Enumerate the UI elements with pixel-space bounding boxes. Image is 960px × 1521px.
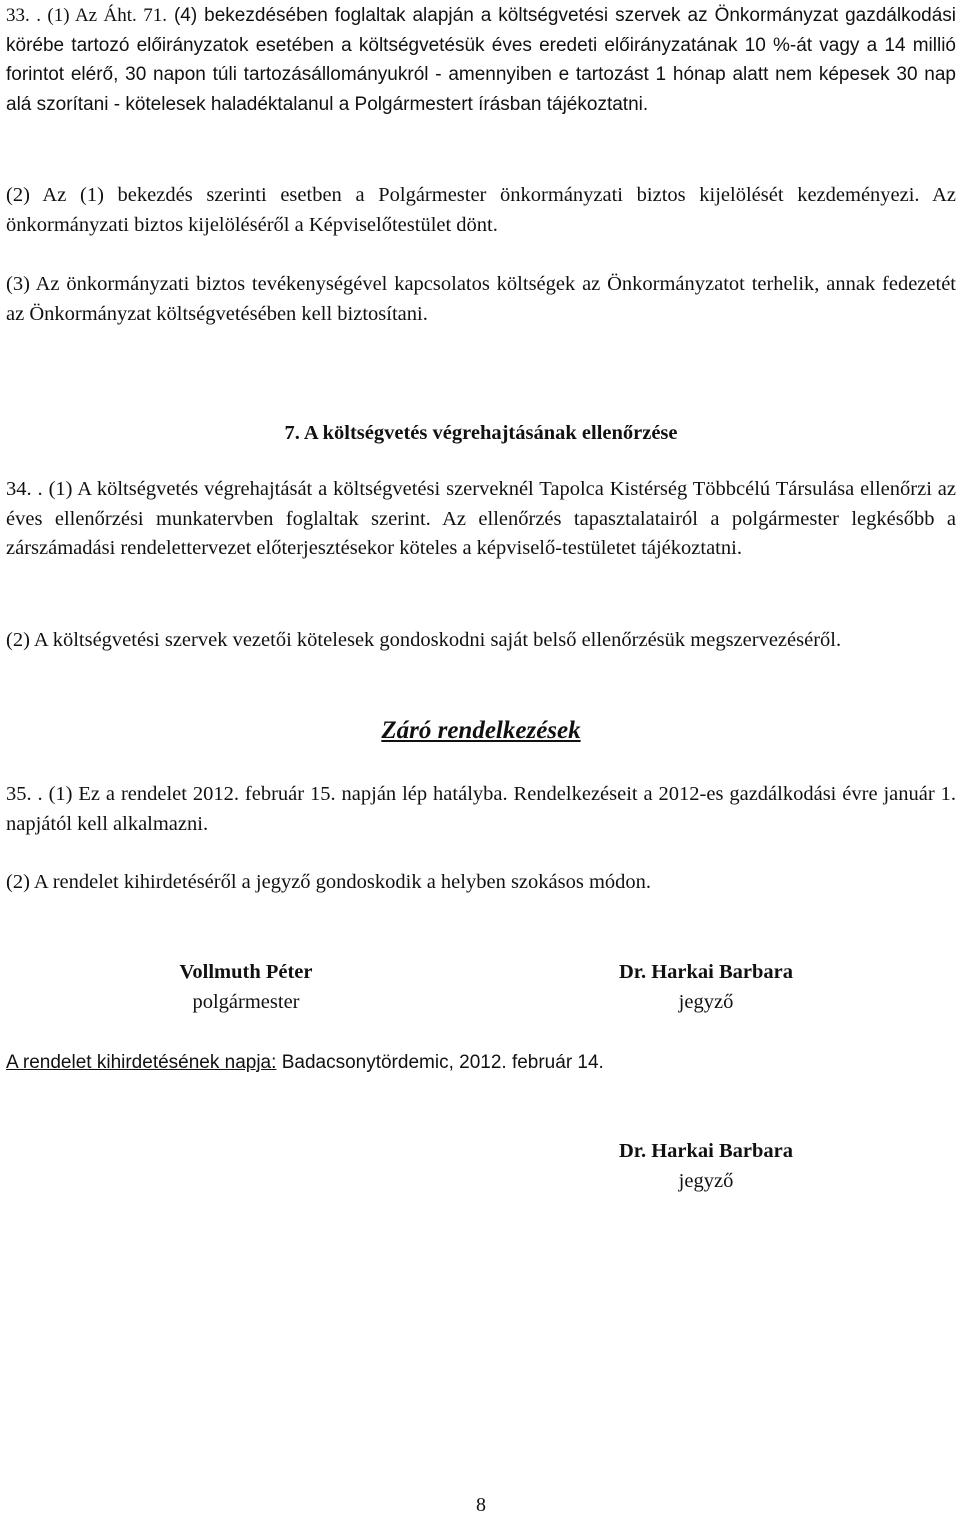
notary-signature-block [586, 957, 826, 1017]
final-signature-role: jegyző [678, 1170, 734, 1192]
announcement-value: Badacsonytördemic, 2012. február 14. [276, 1052, 604, 1073]
final-signature-block [586, 1136, 826, 1196]
paragraph-33-1-lead: 33. . (1) Az Áht. 71. [6, 5, 167, 26]
notary-role: jegyző [678, 991, 734, 1013]
paragraph-34-2: (2) A költségvetési szervek vezetői kötelesek gondoskodni saját belső ellenőrzésük megszervezéséről. [6, 629, 842, 651]
notary-name: Dr. Harkai Barbara [618, 961, 794, 983]
closing-provisions-heading: Záró rendelkezések [381, 717, 581, 744]
paragraph-35-2: (2) A rendelet kihirdetéséről a jegyző gondoskodik a helyben szokásos módon. [6, 871, 652, 893]
paragraph-33-3: (3) Az önkormányzati biztos tevékenységével kapcsolatos költségek az Önkormányzatot terhelik, annak fedezetét az Önkormányzat költségvetésében kell biztosítani. [6, 273, 956, 325]
section-7-heading: 7. A költségvetés végrehajtásának ellenőrzése [284, 422, 678, 444]
page-number: 8 [476, 1494, 486, 1516]
mayor-role: polgármester [192, 991, 300, 1013]
final-signature-name: Dr. Harkai Barbara [618, 1140, 794, 1162]
mayor-signature-block [146, 957, 346, 1017]
announcement-label: A rendelet kihirdetésének napja: [6, 1052, 277, 1073]
paragraph-33-1-body: (4) bekezdésében foglaltak alapján a költségvetési szervek az Önkormányzat gazdálkodási körébe tartozó előirányzatok esetében a költségvetésük éves eredeti előirányzatának 10 %-át vagy a 14 millió forintot elérő, 30 napon túli tartozásállományukról - amennyiben e tartozást 1 hónap alatt nem képesek 30 nap alá szorítani - kötelesek haladéktalanul a Polgármestert írásban tájékoztatni. [6, 5, 957, 115]
paragraph-33-1 [6, 1, 956, 119]
paragraph-33-2: (2) Az (1) bekezdés szerinti esetben a Polgármester önkormányzati biztos kijelölését kezdeményezi. Az önkormányzati biztos kijelöléséről a Képviselőtestület dönt. [6, 184, 956, 236]
announcement-line [6, 1048, 604, 1078]
paragraph-34-1: 34. . (1) A költségvetés végrehajtását a költségvetési szerveknél Tapolca Kistérség Többcélú Társulása ellenőrzi az éves ellenőrzési munkatervben foglaltak szerint. Az ellenőrzés tapasztalatairól a polgármester legkésőbb a zárszámadási rendelettervezet előterjesztésekor köteles a képviselő-testületet tájékoztatni. [6, 478, 956, 559]
mayor-name: Vollmuth Péter [179, 961, 313, 983]
paragraph-35-1: 35. . (1) Ez a rendelet 2012. február 15. napján lép hatályba. Rendelkezéseit a 2012-es gazdálkodási évre január 1. napjától kell alkalmazni. [6, 783, 956, 835]
